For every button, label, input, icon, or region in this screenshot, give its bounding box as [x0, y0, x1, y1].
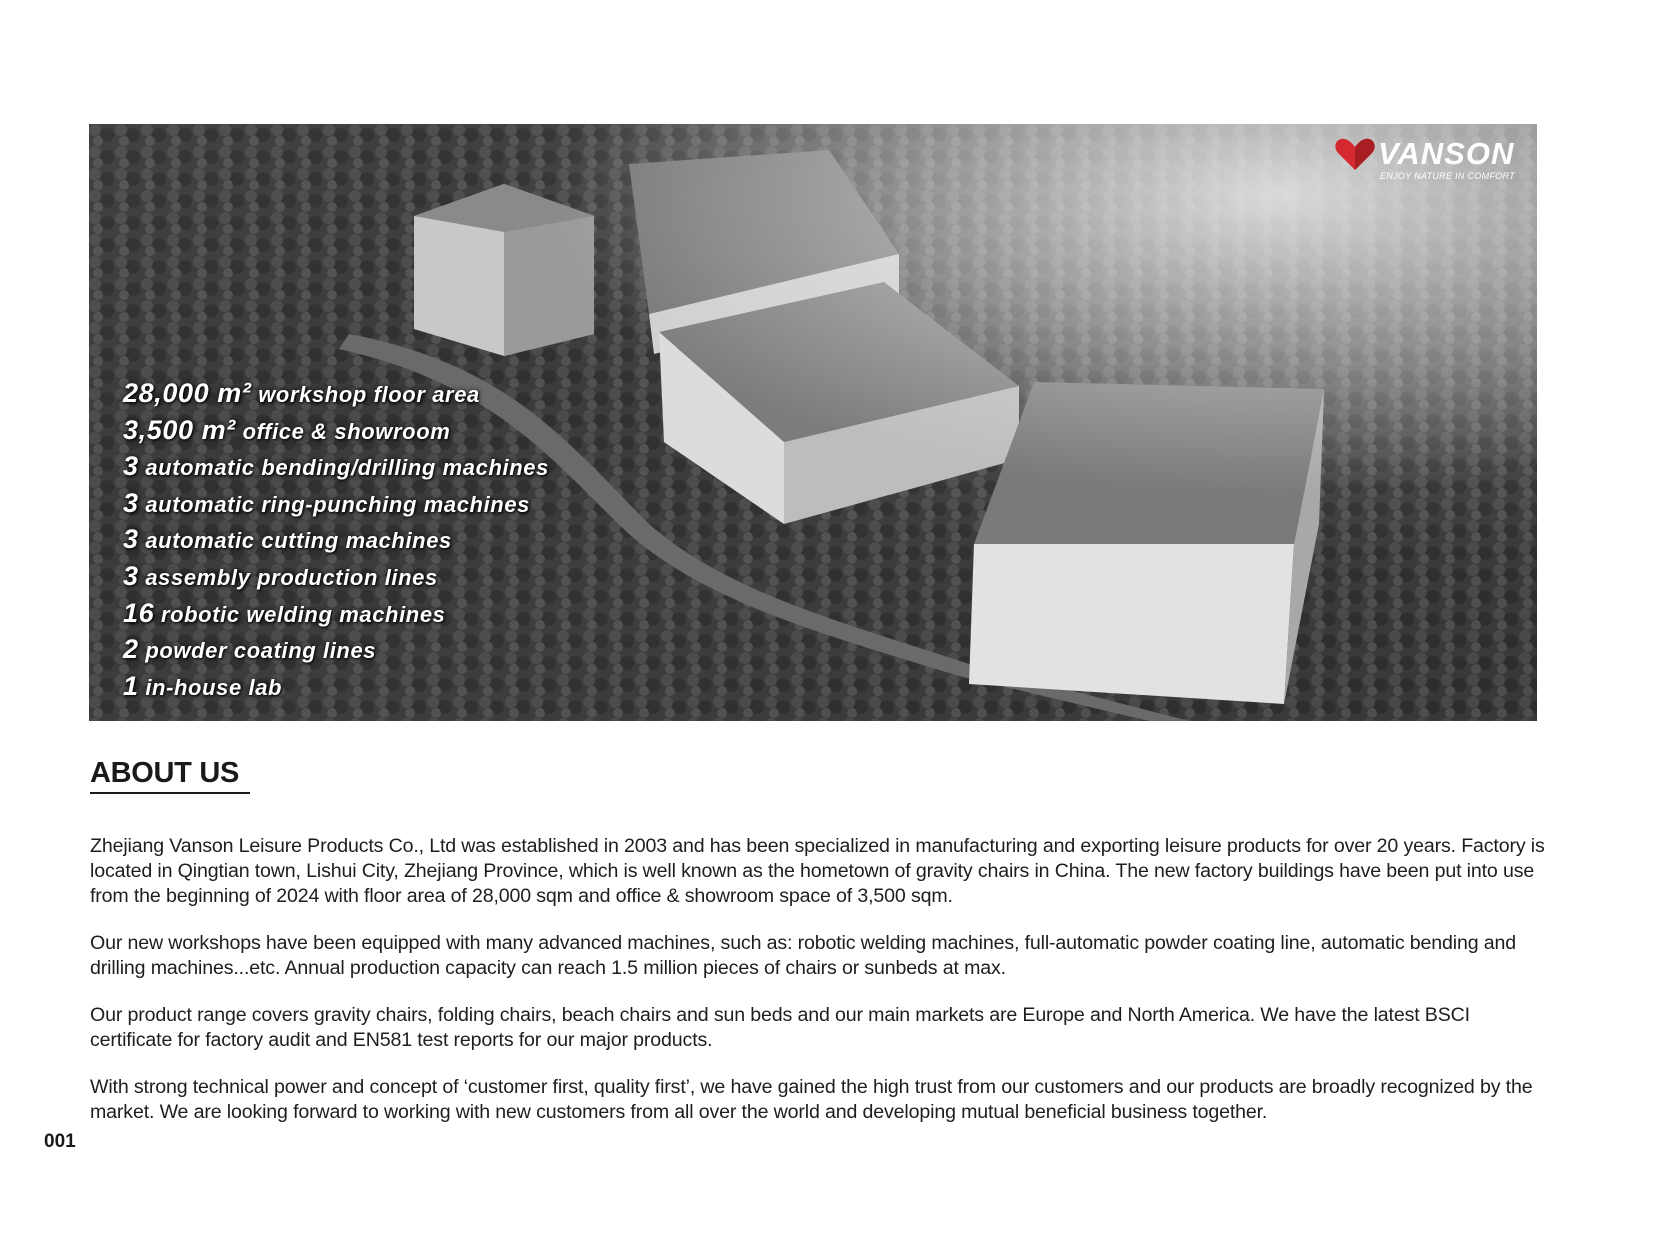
logo-brand-text: VANSON: [1378, 136, 1515, 171]
stat-ring-punching: 3 automatic ring-punching machines: [123, 487, 531, 518]
heart-logo-icon: [1334, 136, 1376, 172]
vanson-logo: [1334, 132, 1534, 182]
about-paragraph-products: Our product range covers gravity chairs, folding chairs, beach chairs and sun beds and our main markets are Europe and North America. We have the latest BSCI certificate for factory audit and EN581 test reports for our major products.: [90, 1004, 1470, 1051]
stat-robotic-welding: 16 robotic welding machines: [123, 597, 446, 628]
about-paragraph-company: Zhejiang Vanson Leisure Products Co., Ltd was established in 2003 and has been specialized in manufacturing and exporting leisure products for over 20 years. Factory is located in Qingtian town, Lishui City, Zhejiang Province, which is well known as the hometown of gravity chairs in China. The new factory buildings have been put into use from the beginning of 2024 with floor area of 28,000 sqm and office & showroom space of 3,500 sqm.: [90, 835, 1545, 907]
stat-powder-coating: 2 powder coating lines: [123, 634, 377, 665]
stat-office-showroom: 3,500 m² office & showroom: [123, 414, 451, 445]
factory-aerial-photo: [89, 124, 1537, 721]
about-paragraph-workshops: Our new workshops have been equipped with many advanced machines, such as: robotic welding machines, full-automatic powder coating line, automatic bending and drilling machines...etc. Annual production capacity can reach 1.5 million pieces of chairs or sunbeds at max.: [90, 932, 1516, 979]
page-number: 001: [44, 1131, 76, 1152]
about-paragraph-mission: With strong technical power and concept of ‘customer first, quality first’, we have gained the high trust from our customers and our products are broadly recognized by the market. We are looking forward to working with new customers from all over the world and developing mutual beneficial business together.: [90, 1076, 1533, 1123]
about-us-heading: ABOUT US: [90, 757, 250, 794]
stat-in-house-lab: 1 in-house lab: [123, 670, 283, 701]
stat-workshop-area: 28,000 m² workshop floor area: [123, 378, 480, 408]
about-us-body: [90, 834, 1550, 1147]
stat-bending-drilling: 3 automatic bending/drilling machines: [123, 451, 549, 482]
stat-cutting: 3 automatic cutting machines: [123, 524, 452, 555]
factory-stats-list: [123, 376, 549, 705]
stat-assembly-lines: 3 assembly production lines: [123, 560, 438, 591]
logo-tagline: ENJOY NATURE IN COMFORT: [1380, 171, 1515, 181]
